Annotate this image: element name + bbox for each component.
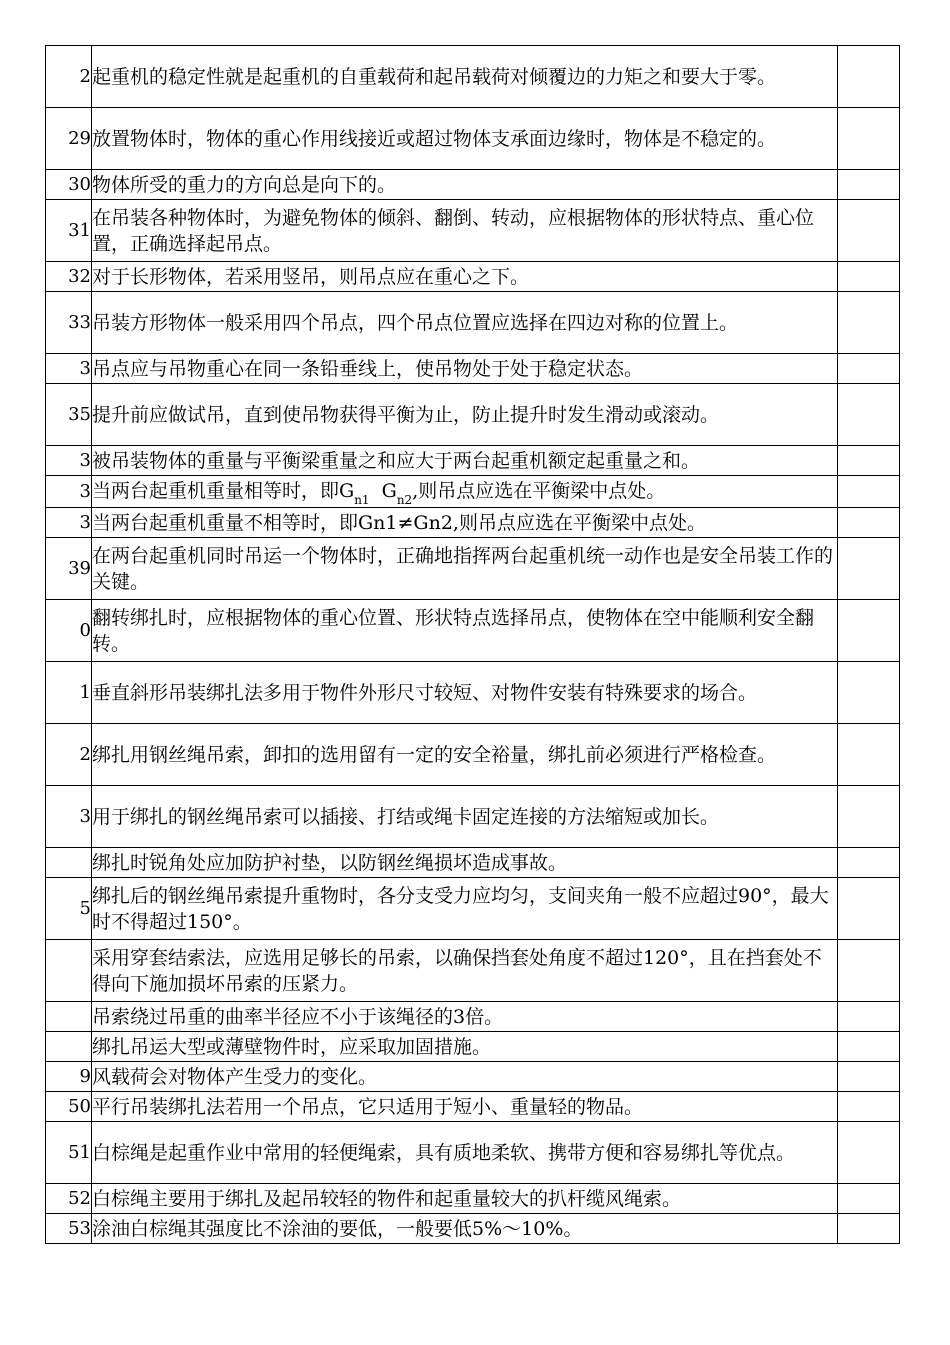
answer-cell[interactable] [838, 940, 900, 1002]
question-text: 在两台起重机同时吊运一个物体时，正确地指挥两台起重机统一动作也是安全吊装工作的关键。 [92, 538, 838, 600]
answer-cell[interactable] [838, 538, 900, 600]
answer-cell[interactable] [838, 262, 900, 292]
table-row [46, 940, 900, 1002]
row-number: 3 [46, 476, 92, 508]
question-text: 吊装方形物体一般采用四个吊点，四个吊点位置应选择在四边对称的位置上。 [92, 292, 838, 354]
answer-cell[interactable] [838, 1002, 900, 1032]
row-number: 2 [46, 724, 92, 786]
question-text: 用于绑扎的钢丝绳吊索可以插接、打结或绳卡固定连接的方法缩短或加长。 [92, 786, 838, 848]
answer-cell[interactable] [838, 786, 900, 848]
question-text: 平行吊装绑扎法若用一个吊点，它只适用于短小、重量轻的物品。 [92, 1092, 838, 1122]
question-table-body [46, 46, 900, 1244]
answer-cell[interactable] [838, 600, 900, 662]
question-text: 涂油白棕绳其强度比不涂油的要低，一般要低5%～10%。 [92, 1214, 838, 1244]
table-row [46, 108, 900, 170]
row-number: 52 [46, 1184, 92, 1214]
question-text: 绑扎后的钢丝绳吊索提升重物时，各分支受力应均匀，支间夹角一般不应超过90°，最大时不得超过150°。 [92, 878, 838, 940]
answer-cell[interactable] [838, 476, 900, 508]
question-text: 放置物体时，物体的重心作用线接近或超过物体支承面边缘时，物体是不稳定的。 [92, 108, 838, 170]
row-number: 3 [46, 354, 92, 384]
table-row [46, 170, 900, 200]
question-text: 白棕绳主要用于绑扎及起吊较轻的物件和起重量较大的扒杆缆风绳索。 [92, 1184, 838, 1214]
table-row [46, 1002, 900, 1032]
answer-cell[interactable] [838, 1032, 900, 1062]
question-text: 绑扎用钢丝绳吊索，卸扣的选用留有一定的安全裕量，绑扎前必须进行严格检查。 [92, 724, 838, 786]
table-row [46, 878, 900, 940]
answer-cell[interactable] [838, 878, 900, 940]
question-text: 物体所受的重力的方向总是向下的。 [92, 170, 838, 200]
question-text-part: G [369, 479, 397, 502]
table-row [46, 446, 900, 476]
table-row [46, 600, 900, 662]
row-number: 3 [46, 786, 92, 848]
question-text [92, 476, 838, 508]
row-number: 33 [46, 292, 92, 354]
table-row [46, 354, 900, 384]
table-row [46, 1184, 900, 1214]
answer-cell[interactable] [838, 724, 900, 786]
row-number [46, 848, 92, 878]
row-number: 51 [46, 1122, 92, 1184]
answer-cell[interactable] [838, 354, 900, 384]
table-row [46, 1122, 900, 1184]
answer-cell[interactable] [838, 200, 900, 262]
row-number: 31 [46, 200, 92, 262]
question-text: 提升前应做试吊，直到使吊物获得平衡为止，防止提升时发生滑动或滚动。 [92, 384, 838, 446]
question-text: 被吊装物体的重量与平衡梁重量之和应大于两台起重机额定起重量之和。 [92, 446, 838, 476]
table-row [46, 476, 900, 508]
table-row [46, 1214, 900, 1244]
question-text: 垂直斜形吊装绑扎法多用于物件外形尺寸较短、对物件安装有特殊要求的场合。 [92, 662, 838, 724]
question-text: 采用穿套结索法，应选用足够长的吊索，以确保挡套处角度不超过120°，且在挡套处不得向下施加损坏吊索的压紧力。 [92, 940, 838, 1002]
answer-cell[interactable] [838, 848, 900, 878]
question-text: 当两台起重机重量不相等时，即Gn1≠Gn2,则吊点应选在平衡梁中点处。 [92, 508, 838, 538]
answer-cell[interactable] [838, 384, 900, 446]
table-row [46, 1032, 900, 1062]
row-number: 3 [46, 446, 92, 476]
row-number: 50 [46, 1092, 92, 1122]
answer-cell[interactable] [838, 170, 900, 200]
answer-cell[interactable] [838, 446, 900, 476]
row-number [46, 1032, 92, 1062]
answer-cell[interactable] [838, 662, 900, 724]
answer-cell[interactable] [838, 1092, 900, 1122]
question-text: 白棕绳是起重作业中常用的轻便绳索，具有质地柔软、携带方便和容易绑扎等优点。 [92, 1122, 838, 1184]
row-number [46, 1002, 92, 1032]
table-row [46, 384, 900, 446]
answer-cell[interactable] [838, 508, 900, 538]
answer-cell[interactable] [838, 292, 900, 354]
row-number: 29 [46, 108, 92, 170]
row-number: 0 [46, 600, 92, 662]
row-number: 32 [46, 262, 92, 292]
row-number: 2 [46, 46, 92, 108]
table-row [46, 662, 900, 724]
table-row [46, 200, 900, 262]
row-number: 3 [46, 508, 92, 538]
question-text: 绑扎时锐角处应加防护衬垫，以防钢丝绳损坏造成事故。 [92, 848, 838, 878]
row-number: 39 [46, 538, 92, 600]
table-row [46, 538, 900, 600]
row-number: 1 [46, 662, 92, 724]
table-row [46, 292, 900, 354]
question-text: 起重机的稳定性就是起重机的自重载荷和起吊载荷对倾覆边的力矩之和要大于零。 [92, 46, 838, 108]
table-row [46, 1092, 900, 1122]
subscript: n2 [396, 492, 413, 507]
answer-cell[interactable] [838, 108, 900, 170]
row-number [46, 940, 92, 1002]
row-number: 35 [46, 384, 92, 446]
question-text: 翻转绑扎时，应根据物体的重心位置、形状特点选择吊点，使物体在空中能顺利安全翻转。 [92, 600, 838, 662]
table-row [46, 1062, 900, 1092]
question-table [45, 45, 900, 1244]
answer-cell[interactable] [838, 1122, 900, 1184]
question-text-part: ,则吊点应选在平衡梁中点处。 [412, 479, 666, 502]
question-text: 在吊装各种物体时，为避免物体的倾斜、翻倒、转动，应根据物体的形状特点、重心位置，正确选择起吊点。 [92, 200, 838, 262]
row-number: 9 [46, 1062, 92, 1092]
answer-cell[interactable] [838, 1184, 900, 1214]
table-row [46, 46, 900, 108]
answer-cell[interactable] [838, 1062, 900, 1092]
question-text: 风载荷会对物体产生受力的变化。 [92, 1062, 838, 1092]
question-text: 吊点应与吊物重心在同一条铅垂线上，使吊物处于处于稳定状态。 [92, 354, 838, 384]
table-row [46, 786, 900, 848]
question-text: 绑扎吊运大型或薄壁物件时，应采取加固措施。 [92, 1032, 838, 1062]
answer-cell[interactable] [838, 1214, 900, 1244]
row-number: 5 [46, 878, 92, 940]
table-row [46, 262, 900, 292]
table-row [46, 508, 900, 538]
question-text-part: 当两台起重机重量相等时，即G [92, 479, 355, 502]
table-row [46, 724, 900, 786]
table-row [46, 848, 900, 878]
question-text: 吊索绕过吊重的曲率半径应不小于该绳径的3倍。 [92, 1002, 838, 1032]
question-text: 对于长形物体，若采用竖吊，则吊点应在重心之下。 [92, 262, 838, 292]
subscript: n1 [354, 492, 370, 507]
answer-cell[interactable] [838, 46, 900, 108]
row-number: 53 [46, 1214, 92, 1244]
row-number: 30 [46, 170, 92, 200]
